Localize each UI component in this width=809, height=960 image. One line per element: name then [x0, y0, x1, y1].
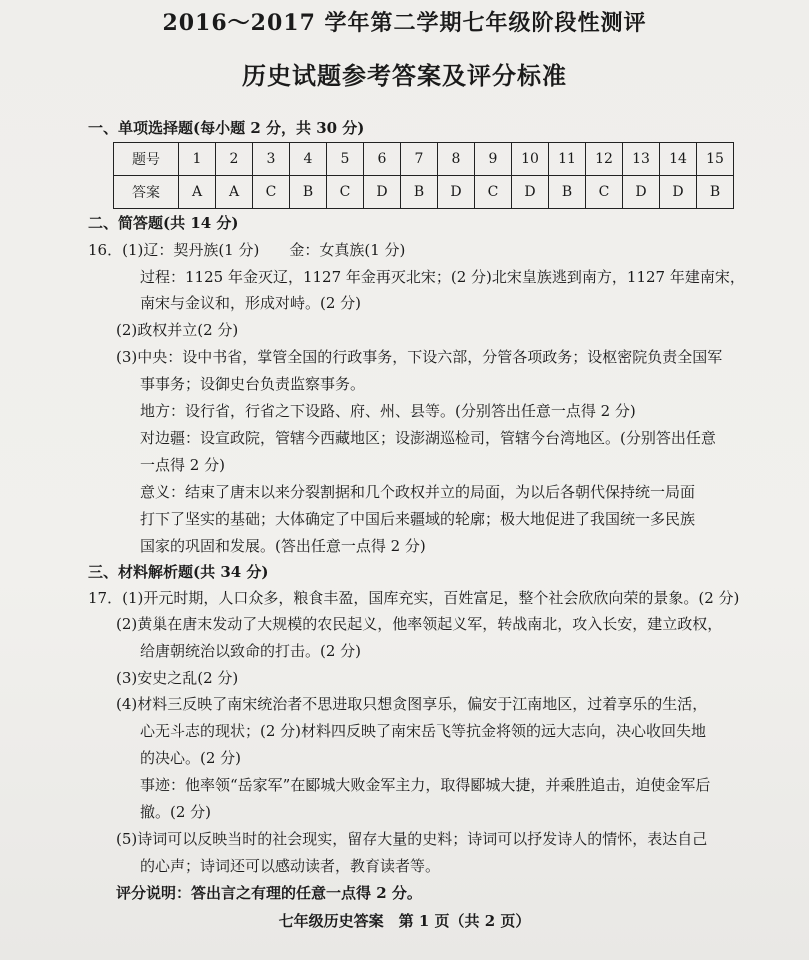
- question-number: 13: [623, 143, 660, 176]
- answer-cell: D: [438, 176, 475, 209]
- q16-part3-significance-cont2: 国家的巩固和发展。(答出任意一点得 2 分): [140, 537, 426, 555]
- question-number: 6: [364, 143, 401, 176]
- q16-part3-significance: 意义：结束了唐末以来分裂割据和几个政权并立的局面，为以后各朝代保持统一局面: [140, 483, 696, 501]
- q17-part4-deeds: 事迹：他率领“岳家军”在郾城大败金军主力，取得郾城大捷，并乘胜追击，迫使金军后: [140, 776, 711, 794]
- question-number: 8: [438, 143, 475, 176]
- question-number: 7: [401, 143, 438, 176]
- q16-part3-frontier: 对边疆：设宣政院，管辖今西藏地区；设澎湖巡检司，管辖今台湾地区。(分别答出任意: [140, 429, 716, 447]
- answer-cell: D: [364, 176, 401, 209]
- answer-cell: D: [660, 176, 697, 209]
- exam-subtitle: 历史试题参考答案及评分标准: [242, 61, 567, 90]
- q16-part3-local: 地方：设行省，行省之下设路、府、州、县等。(分别答出任意一点得 2 分): [140, 402, 636, 420]
- q17-part4-cont1: 心无斗志的现状；(2 分)材料四反映了南宋岳飞等抗金将领的远大志向，决心收回失地: [140, 722, 707, 740]
- q17-part4: (4)材料三反映了南宋统治者不思进取只想贪图享乐，偏安于江南地区，过着享乐的生活，: [116, 695, 708, 713]
- section3-heading: 三、材料解析题(共 34 分): [88, 563, 269, 581]
- answer-table: [113, 142, 734, 209]
- q17-part5: (5)诗词可以反映当时的社会现实，留存大量的史料；诗词可以抒发诗人的情怀，表达自己: [116, 830, 708, 848]
- q16-part3-central: (3)中央：设中书省，掌管全国的行政事务，下设六部，分管各项政务；设枢密院负责全国军: [116, 348, 723, 366]
- question-number: 2: [216, 143, 253, 176]
- question-number: 1: [179, 143, 216, 176]
- answer-cell: C: [327, 176, 364, 209]
- question-number: 15: [697, 143, 734, 176]
- section2-heading: 二、简答题(共 14 分): [88, 214, 239, 232]
- q17-part4-deeds-cont: 撤。(2 分): [140, 803, 212, 821]
- q17-part4-cont2: 的决心。(2 分): [140, 749, 242, 767]
- answer-row: [114, 176, 734, 209]
- q17-part2: (2)黄巢在唐末发动了大规模的农民起义，他率领起义军，转战南北，攻入长安，建立政权，: [116, 615, 723, 633]
- q16-part2: (2)政权并立(2 分): [116, 321, 239, 339]
- q16-part1: 16．(1)辽：契丹族(1 分) 金：女真族(1 分): [88, 241, 406, 259]
- scoring-note: 评分说明：答出言之有理的任意一点得 2 分。: [116, 884, 422, 902]
- question-number: 14: [660, 143, 697, 176]
- question-number: 11: [549, 143, 586, 176]
- q17-part5-cont: 的心声；诗词还可以感动读者，教育读者等。: [140, 857, 441, 875]
- q16-part1-process: 过程：1125 年金灭辽，1127 年金再灭北宋；(2 分)北宋皇族逃到南方，1127 年建南宋，: [140, 268, 745, 286]
- answer-cell: A: [216, 176, 253, 209]
- answer-cell: B: [549, 176, 586, 209]
- answer-cell: C: [586, 176, 623, 209]
- answer-cell: C: [253, 176, 290, 209]
- q16-part1-process-cont: 南宋与金议和，形成对峙。(2 分): [140, 294, 362, 312]
- page-footer: 七年级历史答案 第 1 页（共 2 页）: [278, 912, 531, 930]
- q17-part1: 17．(1)开元时期，人口众多，粮食丰盈，国库充实，百姓富足，整个社会欣欣向荣的景象。(2 分): [88, 589, 740, 607]
- row-label-number: 题号: [114, 143, 179, 176]
- section1-heading: 一、单项选择题(每小题 2 分，共 30 分): [88, 119, 365, 137]
- question-number: 9: [475, 143, 512, 176]
- row-label-answer: 答案: [114, 176, 179, 209]
- answer-cell: D: [512, 176, 549, 209]
- q17-part2-cont: 给唐朝统治以致命的打击。(2 分): [140, 642, 362, 660]
- answer-cell: B: [401, 176, 438, 209]
- q16-part3-frontier-cont: 一点得 2 分): [140, 456, 225, 474]
- answer-cell: B: [290, 176, 327, 209]
- answer-cell: A: [179, 176, 216, 209]
- answer-cell: D: [623, 176, 660, 209]
- q16-part3-significance-cont1: 打下了坚实的基础；大体确定了中国后来疆域的轮廓；极大地促进了我国统一多民族: [140, 510, 696, 528]
- exam-title: 2016～2017 学年第二学期七年级阶段性测评: [162, 10, 647, 36]
- question-number: 5: [327, 143, 364, 176]
- question-number: 12: [586, 143, 623, 176]
- question-number: 4: [290, 143, 327, 176]
- question-number: 3: [253, 143, 290, 176]
- q16-part3-central-cont: 事事务；设御史台负责监察事务。: [140, 375, 366, 393]
- q17-part3: (3)安史之乱(2 分): [116, 669, 239, 687]
- question-number-row: [114, 143, 734, 176]
- question-number: 10: [512, 143, 549, 176]
- answer-cell: C: [475, 176, 512, 209]
- answer-cell: B: [697, 176, 734, 209]
